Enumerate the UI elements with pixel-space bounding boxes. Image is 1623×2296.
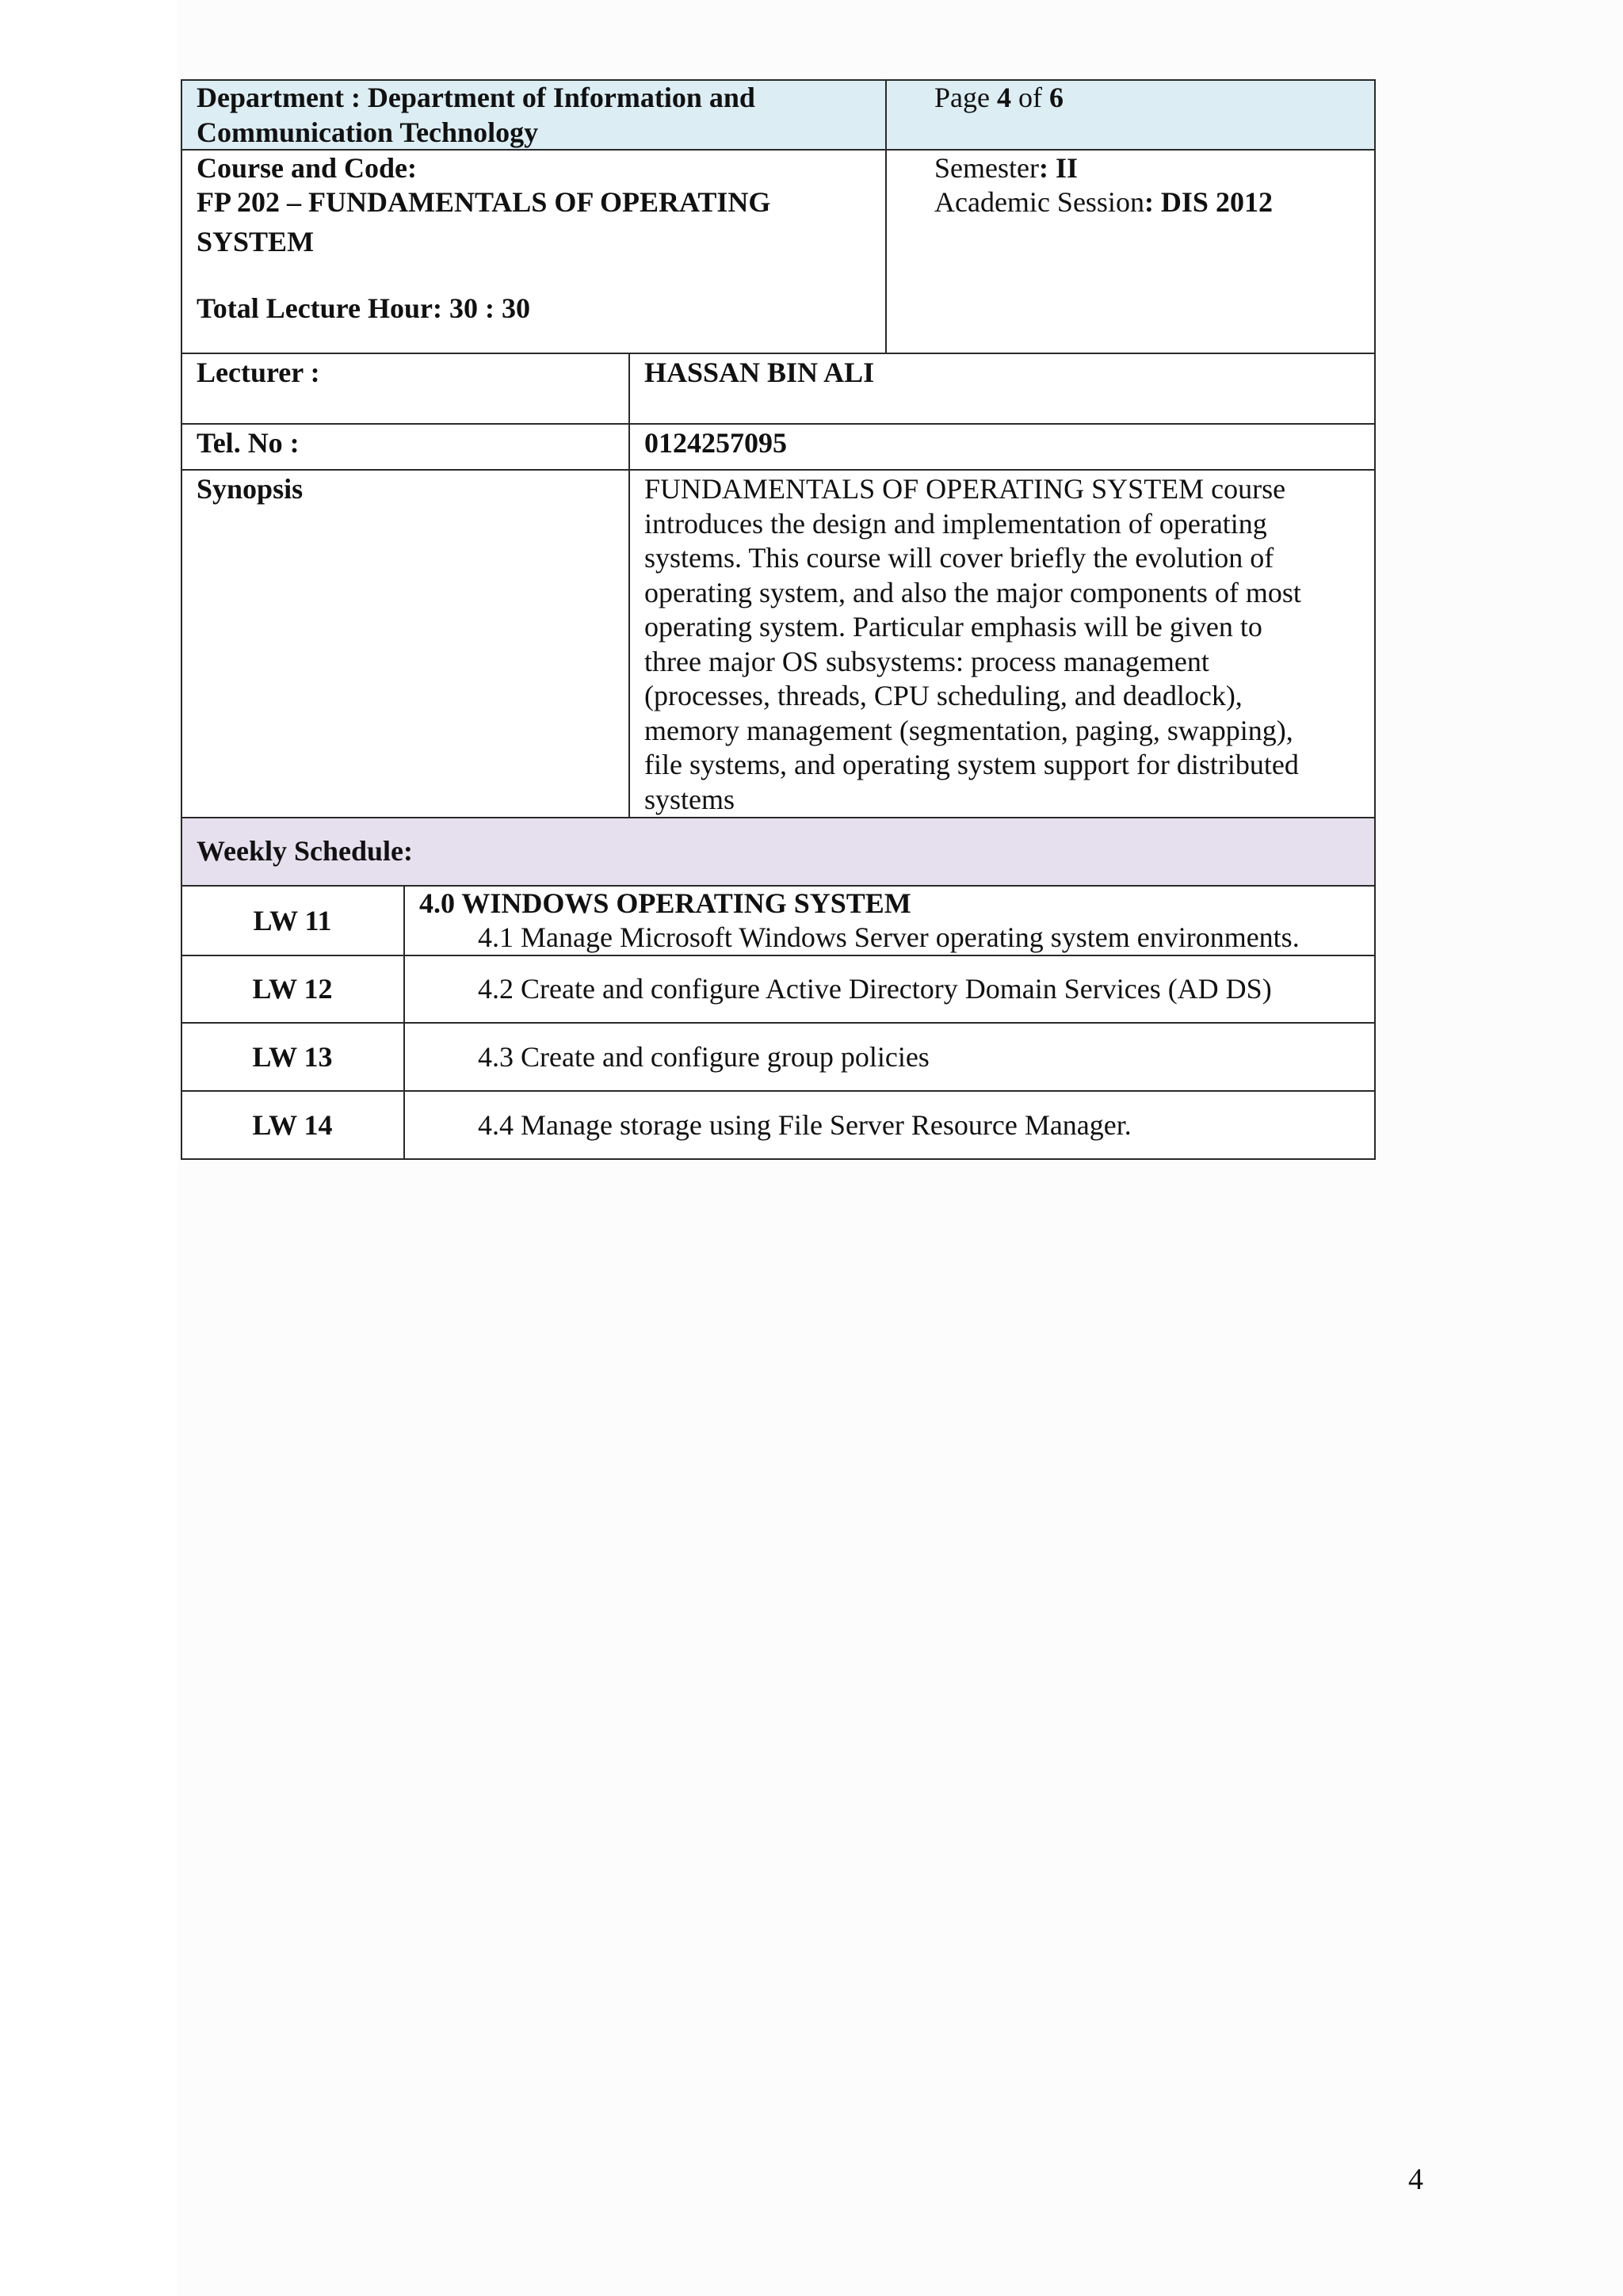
- tel-label: Tel. No :: [197, 427, 300, 459]
- course-code-line1: FP 202 – FUNDAMENTALS OF OPERATING: [197, 186, 771, 218]
- page-of: of: [1010, 82, 1049, 113]
- synopsis-line: operating system, and also the major components of most: [644, 577, 1301, 608]
- session-value: : DIS 2012: [1144, 186, 1273, 218]
- page-current: 4: [996, 82, 1011, 113]
- synopsis-line: FUNDAMENTALS OF OPERATING SYSTEM course: [644, 473, 1286, 505]
- weekly-schedule-label: Weekly Schedule:: [197, 835, 414, 867]
- page-total: 6: [1048, 82, 1064, 113]
- course-code-line2: SYSTEM: [197, 226, 315, 257]
- synopsis-label: Synopsis: [197, 473, 304, 505]
- week-label: LW 13: [252, 1041, 333, 1073]
- page-indicator: [934, 81, 1064, 115]
- lecturer-label: Lecturer :: [197, 357, 320, 388]
- synopsis-line: three major OS subsystems: process management: [644, 646, 1209, 677]
- tel-value: 0124257095: [644, 427, 787, 459]
- session-label: Academic Session: [934, 186, 1144, 218]
- semester: [934, 151, 1078, 185]
- synopsis-line: file systems, and operating system support for distributed: [644, 749, 1299, 780]
- department-label-line2: Communication Technology: [197, 116, 539, 148]
- page-prefix: Page: [934, 82, 997, 113]
- week-label: LW 14: [252, 1109, 333, 1141]
- schedule-topic: 4.1 Manage Microsoft Windows Server operating system environments.: [478, 921, 1300, 953]
- course-label: Course and Code:: [197, 152, 418, 184]
- schedule-topic: 4.4 Manage storage using File Server Resource Manager.: [478, 1109, 1132, 1141]
- academic-session: [934, 185, 1273, 219]
- synopsis-line: systems. This course will cover briefly the evolution of: [644, 542, 1274, 574]
- lecturer-value: HASSAN BIN ALI: [644, 357, 875, 388]
- synopsis-line: systems: [644, 784, 735, 815]
- synopsis-line: memory management (segmentation, paging, swapping),: [644, 715, 1293, 746]
- semester-label: Semester: [934, 152, 1039, 184]
- week-label: LW 11: [253, 905, 332, 936]
- synopsis-line: operating system. Particular emphasis will be given to: [644, 611, 1262, 643]
- synopsis-line: introduces the design and implementation of operating: [644, 508, 1267, 540]
- synopsis-line: (processes, threads, CPU scheduling, and deadlock),: [644, 680, 1243, 711]
- schedule-topic: 4.3 Create and configure group policies: [478, 1041, 930, 1073]
- semester-value: : II: [1038, 152, 1078, 184]
- page-number: 4: [1408, 2163, 1423, 2196]
- total-lecture-hour: Total Lecture Hour: 30 : 30: [197, 292, 530, 324]
- department-label-line1: Department : Department of Information and: [197, 82, 755, 113]
- week-label: LW 12: [252, 973, 333, 1005]
- schedule-heading: 4.0 WINDOWS OPERATING SYSTEM: [419, 887, 911, 919]
- schedule-topic: 4.2 Create and configure Active Directory Domain Services (AD DS): [478, 973, 1272, 1005]
